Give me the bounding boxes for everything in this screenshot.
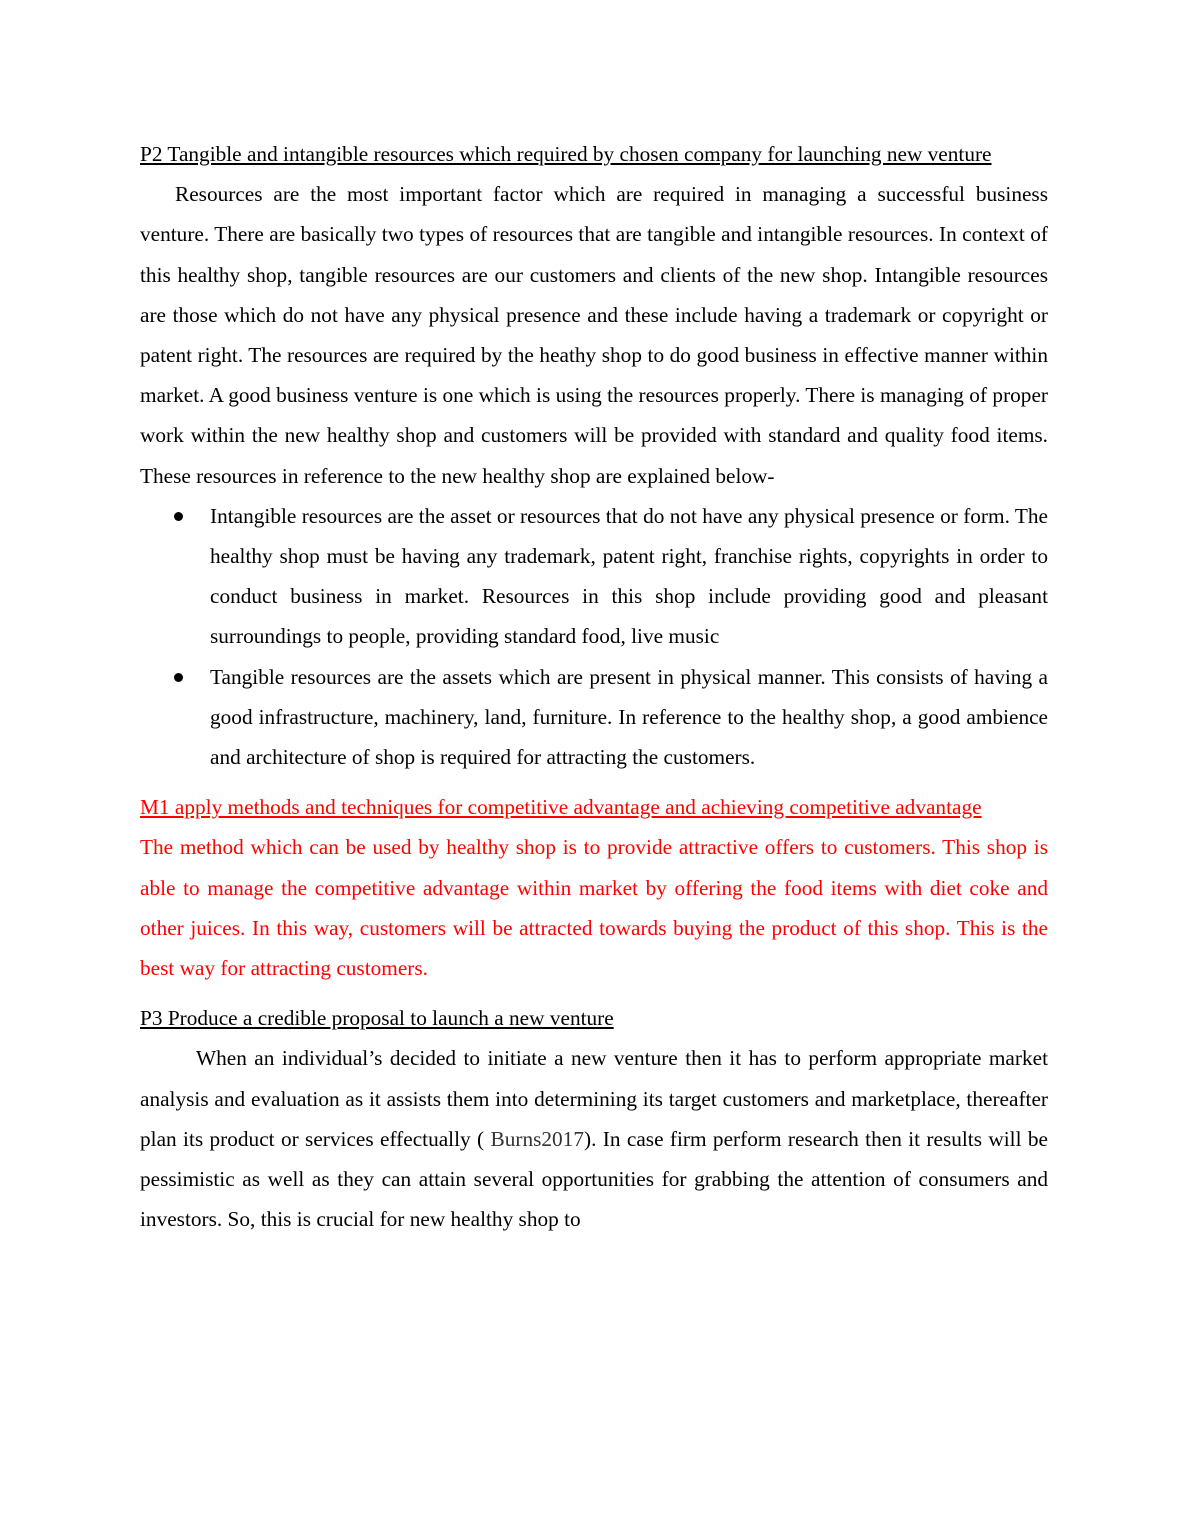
list-item xyxy=(140,496,1048,657)
list-item-text: Tangible resources are the assets which are present in physical manner. This consists of having a good infrastructure, machinery, land, furniture. In reference to the healthy shop, a good ambience and architecture of shop is required for attracting the customers. xyxy=(210,664,1048,770)
section-heading-p2: P2 Tangible and intangible resources which required by chosen company for launching new venture xyxy=(140,142,992,166)
paragraph-text: ). In case firm perform research then it results will be pessimistic as well as they can attain several opportunities for grabbing the attention of consumers and investors. So, this is crucial for new healthy shop to xyxy=(140,1126,1048,1232)
document-page xyxy=(140,134,1048,1239)
section-paragraph-p2: Resources are the most important factor which are required in managing a successful business venture. There are basically two types of resources that are tangible and intangible resources. In context of this healthy shop, tangible resources are our customers and clients of the new shop. Intangible resources are those which do not have any physical presence and these include having a trademark or copyright or patent right. The resources are required by the heathy shop to do good business in effective manner within market. A good business venture is one which is using the resources properly. There is managing of proper work within the new healthy shop and customers will be provided with standard and quality food items. These resources in reference to the new healthy shop are explained below- xyxy=(140,182,1048,488)
paragraph-text: When an individual’s decided to initiate a new venture then it has to perform appropriate market analysis and evaluation as it assists them into determining its target customers and marketplace, thereafter plan its product or services effectually ( xyxy=(140,1046,1048,1151)
list-item-text: Intangible resources are the asset or resources that do not have any physical presence or form. The healthy shop must be having any trademark, patent right, franchise rights, copyrights in order to conduct business in market. Resources in this shop include providing good and pleasant surroundings to people, providing standard food, live music xyxy=(210,503,1048,649)
list-item xyxy=(140,657,1048,778)
bullet-icon xyxy=(174,673,183,682)
section-heading-m1: M1 apply methods and techniques for competitive advantage and achieving competitive advantage xyxy=(140,795,982,820)
bullet-list xyxy=(140,496,1048,777)
bullet-icon xyxy=(174,512,183,521)
citation: Burns2017 xyxy=(490,1126,584,1151)
section-heading-p3: P3 Produce a credible proposal to launch a new venture xyxy=(140,1006,614,1031)
section-paragraph-p3 xyxy=(140,1038,1048,1239)
section-paragraph-m1: The method which can be used by healthy shop is to provide attractive offers to customers. This shop is able to manage the competitive advantage within market by offering the food items with diet coke and other juices. In this way, customers will be attracted towards buying the product of this shop. This is the best way for attracting customers. xyxy=(140,835,1048,981)
